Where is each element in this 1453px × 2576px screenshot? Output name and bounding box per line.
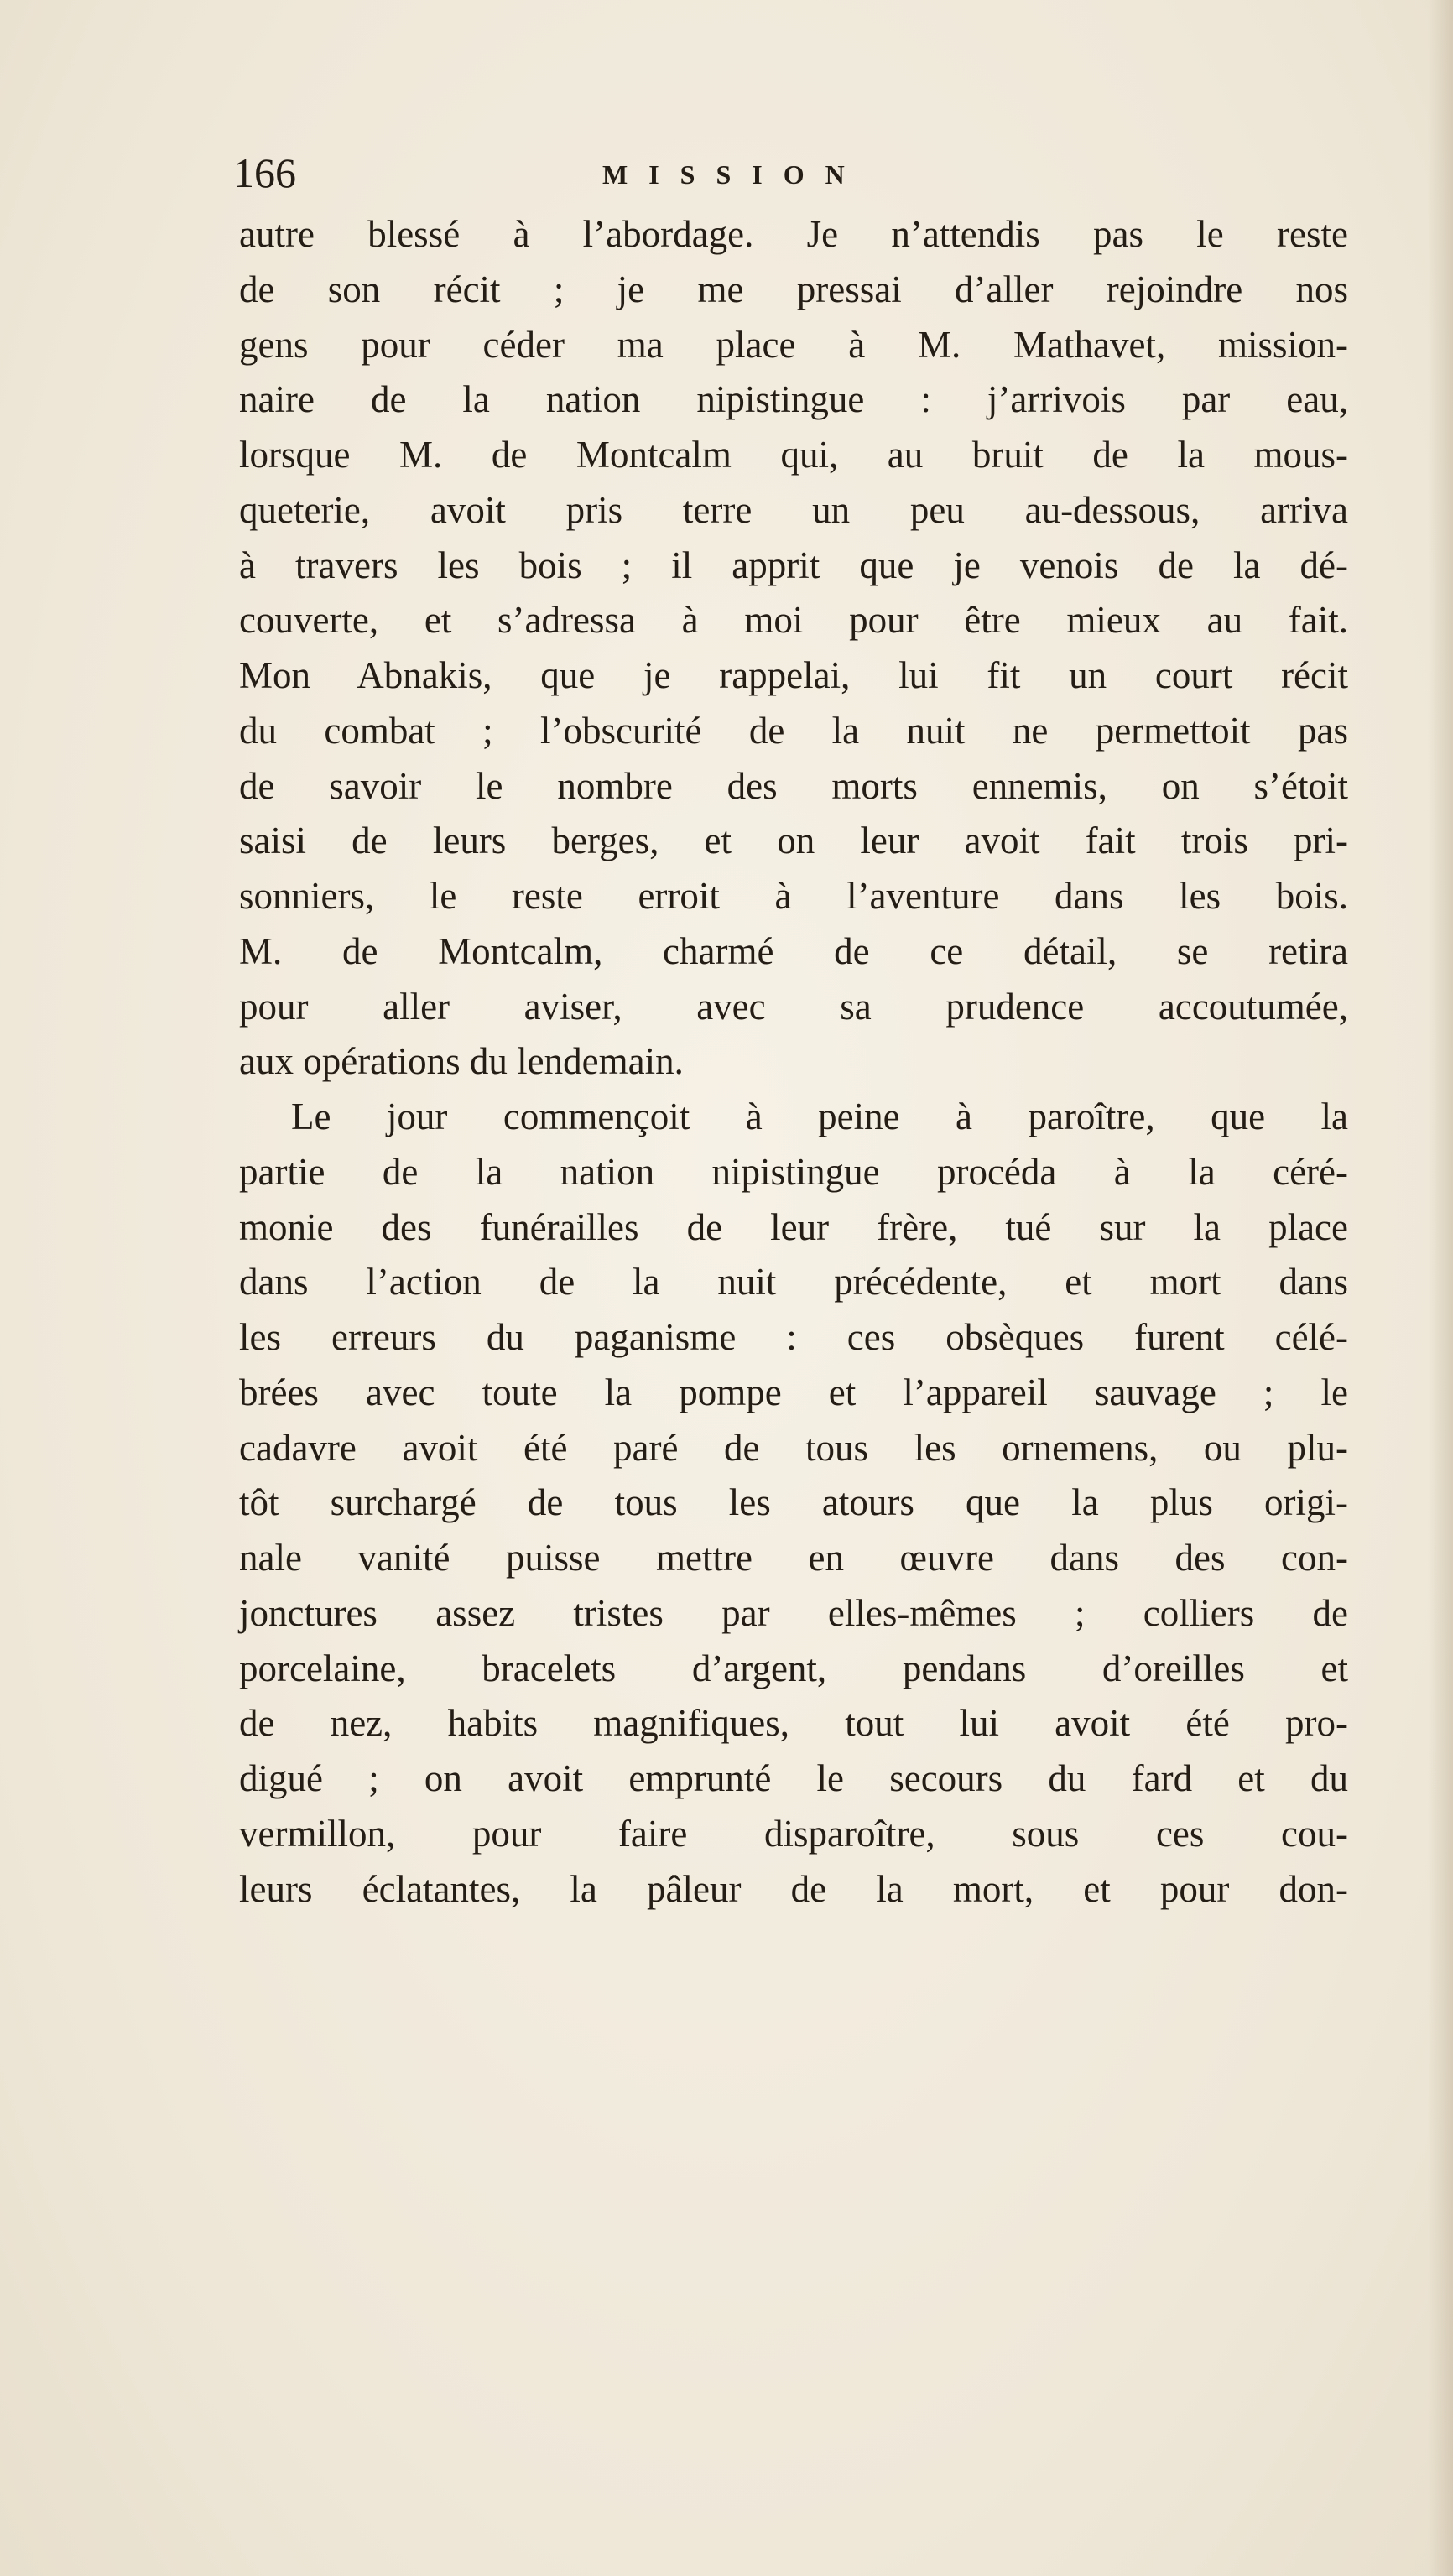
text-line: gens pour céder ma place à M. Mathavet, mission-: [239, 323, 1348, 366]
text-line: Le jour commençoit à peine à paroître, que la: [291, 1095, 1348, 1137]
text-line: partie de la nation nipistingue procéda à la céré-: [239, 1150, 1348, 1193]
text-line: de son récit ; je me pressai d’aller rejoindre nos: [239, 268, 1348, 310]
text-line: monie des funérailles de leur frère, tué sur la place: [239, 1205, 1348, 1248]
text-line: les erreurs du paganisme : ces obsèques furent célé-: [239, 1316, 1348, 1358]
text-line: du combat ; l’obscurité de la nuit ne permettoit pas: [239, 709, 1348, 752]
body-text: [239, 207, 1348, 1917]
text-line: cadavre avoit été paré de tous les ornemens, ou plu-: [239, 1426, 1348, 1469]
text-line: vermillon, pour faire disparoître, sous ces cou-: [239, 1812, 1348, 1855]
page-header: [233, 148, 1349, 198]
text-line: dans l’action de la nuit précédente, et mort dans: [239, 1261, 1348, 1304]
text-line: jonctures assez tristes par elles-mêmes ; colliers de: [239, 1591, 1348, 1634]
text-line: autre blessé à l’abordage. Je n’attendis pas le reste: [239, 213, 1348, 255]
text-line: brées avec toute la pompe et l’appareil sauvage ; le: [239, 1371, 1348, 1413]
text-line: nale vanité puisse mettre en œuvre dans des con-: [239, 1537, 1348, 1579]
text-line: queterie, avoit pris terre un peu au-dessous, arriva: [239, 488, 1348, 531]
text-line: M. de Montcalm, charmé de ce détail, se retira: [239, 929, 1348, 972]
text-line: lorsque M. de Montcalm qui, au bruit de la mous-: [239, 434, 1348, 476]
text-line: digué ; on avoit emprunté le secours du fard et du: [239, 1757, 1348, 1799]
text-line: aux opérations du lendemain.: [239, 1040, 684, 1083]
text-line: de nez, habits magnifiques, tout lui avoit été pro-: [239, 1702, 1348, 1745]
text-line: porcelaine, bracelets d’argent, pendans d’oreilles et: [239, 1647, 1348, 1689]
text-line: naire de la nation nipistingue : j’arrivois par eau,: [239, 378, 1348, 421]
text-line: leurs éclatantes, la pâleur de la mort, et pour don-: [239, 1867, 1348, 1910]
running-head: MISSION: [602, 159, 866, 190]
page-number: 166: [233, 149, 296, 196]
text-line: pour aller aviser, avec sa prudence accoutumée,: [239, 985, 1348, 1028]
text-line: de savoir le nombre des morts ennemis, on s’étoit: [239, 764, 1348, 807]
text-line: saisi de leurs berges, et on leur avoit fait trois pri-: [239, 820, 1348, 862]
text-line: tôt surchargé de tous les atours que la plus origi-: [239, 1481, 1348, 1524]
text-line: Mon Abnakis, que je rappelai, lui fit un court récit: [239, 654, 1348, 696]
text-line: à travers les bois ; il apprit que je venois de la dé-: [239, 544, 1348, 586]
text-line: couverte, et s’adressa à moi pour être mieux au fait.: [239, 599, 1348, 642]
page-edge-shadow: [1428, 0, 1453, 2576]
text-line: sonniers, le reste erroit à l’aventure dans les bois.: [239, 875, 1348, 917]
